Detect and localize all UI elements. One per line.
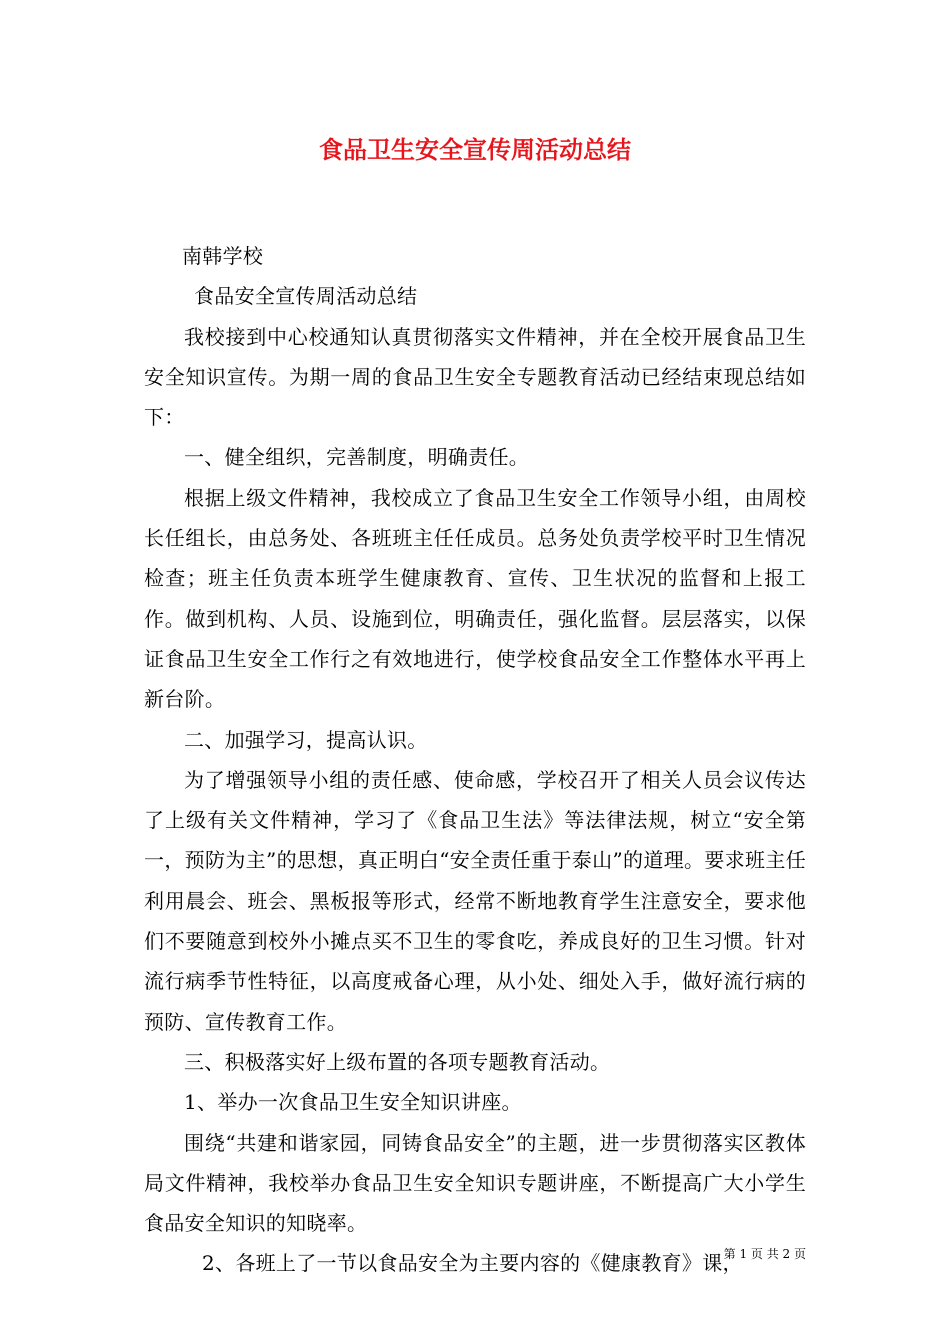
page-number: 第 1 页 共 2 页 bbox=[723, 1247, 806, 1261]
subsection-heading-1: 1、举办一次食品卫生安全知识讲座。 bbox=[184, 1090, 522, 1115]
section-heading-3: 三、积极落实好上级布置的各项专题教育活动。 bbox=[184, 1049, 611, 1074]
intro-paragraph: 我校接到中心校通知认真贯彻落实文件精神，并在全校开展食品卫生安全知识宣传。为期一周的食品卫生安全专题教育活动已经结束现总结如下： bbox=[144, 324, 806, 430]
section-heading-2: 二、加强学习，提高认识。 bbox=[184, 727, 428, 752]
subsection-1-paragraph: 围绕“共建和谐家园，同铸食品安全”的主题，进一步贯彻落实区教体局文件精神，我校举办食品卫生安全知识专题讲座，不断提高广大小学生食品安全知识的知晓率。 bbox=[144, 1130, 806, 1236]
school-name: 南韩学校 bbox=[182, 244, 264, 268]
section-heading-1: 一、健全组织，完善制度，明确责任。 bbox=[184, 445, 530, 470]
document-subtitle: 食品安全宣传周活动总结 bbox=[194, 284, 418, 309]
section-1-paragraph: 根据上级文件精神，我校成立了食品卫生安全工作领导小组，由周校长任组长，由总务处、各班班主任任成员。总务处负责学校平时卫生情况检查；班主任负责本班学生健康教育、宣传、卫生状况的监督和上报工作。做到机构、人员、设施到位，明确责任，强化监督。层层落实，以保证食品卫生安全工作行之有效地进行，使学校食品安全工作整体水平再上新台阶。 bbox=[144, 485, 806, 712]
subsection-heading-2: 2、各班上了一节以食品安全为主要内容的《健康教育》课， bbox=[202, 1251, 743, 1276]
document-title: 食品卫生安全宣传周活动总结 bbox=[319, 135, 631, 164]
section-2-paragraph: 为了增强领导小组的责任感、使命感，学校召开了相关人员会议传达了上级有关文件精神，学习了《食品卫生法》等法律法规，树立“安全第一，预防为主”的思想，真正明白“安全责任重于泰山”的道理。要求班主任利用晨会、班会、黑板报等形式，经常不断地教育学生注意安全，要求他们不要随意到校外小摊点买不卫生的零食吃，养成良好的卫生习惯。针对流行病季节性特征，以高度戒备心理，从小处、细处入手，做好流行病的预防、宣传教育工作。 bbox=[144, 767, 806, 1034]
document-body bbox=[144, 236, 806, 1284]
